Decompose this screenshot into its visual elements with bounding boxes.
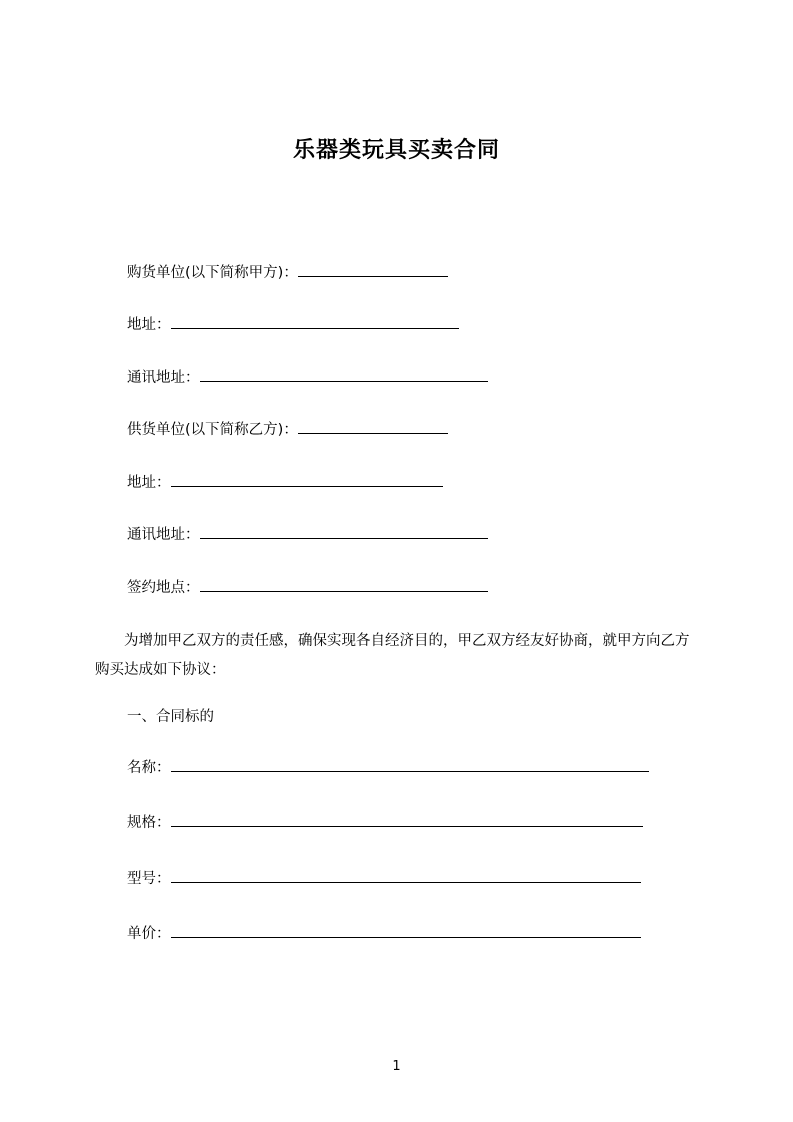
field-buyer-unit xyxy=(95,260,698,288)
field-label-product-spec: 规格： xyxy=(127,815,171,832)
field-label-signing-place: 签约地点： xyxy=(127,579,200,596)
field-product-model xyxy=(95,866,698,894)
page-number: 1 xyxy=(392,1059,401,1074)
field-label-buyer-address: 地址： xyxy=(127,317,171,334)
page-title: 乐器类玩具买卖合同 xyxy=(292,138,500,163)
field-blank-buyer-unit[interactable] xyxy=(298,260,448,276)
field-label-buyer-mailing-address: 通讯地址： xyxy=(127,369,200,386)
section-heading-one: 一、合同标的 xyxy=(127,708,214,725)
field-label-product-model: 型号： xyxy=(127,870,171,887)
preamble-paragraph: 为增加甲乙双方的责任感，确保实现各自经济目的，甲乙双方经友好协商，就甲方向乙方购买达成如下协议： xyxy=(95,633,690,678)
field-product-name xyxy=(95,755,698,783)
field-blank-signing-place[interactable] xyxy=(200,576,488,592)
field-product-spec xyxy=(95,810,698,838)
field-supplier-mailing-address xyxy=(95,522,698,550)
field-signing-place xyxy=(95,575,698,603)
field-label-supplier-unit: 供货单位(以下简称乙方)： xyxy=(127,422,298,439)
field-label-supplier-address: 地址： xyxy=(127,474,171,491)
field-label-unit-price: 单价： xyxy=(127,926,171,943)
field-blank-buyer-address[interactable] xyxy=(171,313,459,329)
field-blank-supplier-address[interactable] xyxy=(171,471,443,487)
field-blank-product-model[interactable] xyxy=(171,866,641,882)
field-blank-buyer-mailing-address[interactable] xyxy=(200,365,488,381)
field-blank-product-name[interactable] xyxy=(171,755,649,771)
document-body xyxy=(0,260,793,949)
field-label-supplier-mailing-address: 通讯地址： xyxy=(127,527,200,544)
field-label-product-name: 名称： xyxy=(127,759,171,776)
field-label-buyer-unit: 购货单位(以下简称甲方)： xyxy=(127,264,298,281)
field-supplier-address xyxy=(95,470,698,498)
field-blank-product-spec[interactable] xyxy=(171,811,643,827)
field-blank-supplier-mailing-address[interactable] xyxy=(200,523,488,539)
field-unit-price xyxy=(95,921,698,949)
field-buyer-address xyxy=(95,312,698,340)
field-blank-supplier-unit[interactable] xyxy=(298,418,448,434)
field-blank-unit-price[interactable] xyxy=(171,922,641,938)
field-supplier-unit xyxy=(95,417,698,445)
field-buyer-mailing-address xyxy=(95,365,698,393)
